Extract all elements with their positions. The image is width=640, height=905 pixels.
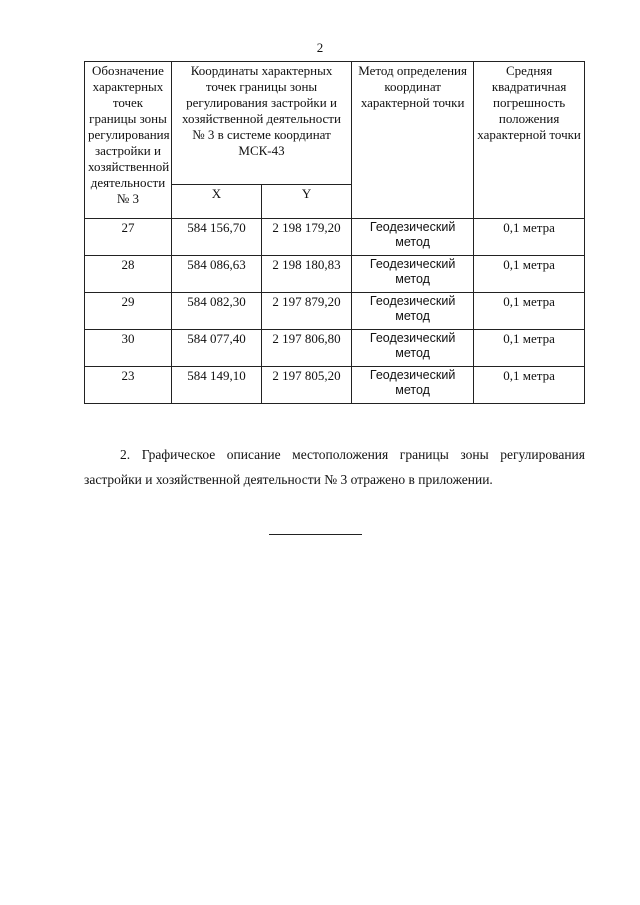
- cell-x: 584 156,70: [171, 219, 261, 256]
- header-y: Y: [262, 185, 352, 219]
- cell-y: 2 198 179,20: [262, 219, 352, 256]
- cell-x: 584 077,40: [171, 330, 261, 367]
- table-row: [85, 330, 585, 367]
- header-coordinates: Координаты характерных точек границы зоны регулирования застройки и хозяйственной деятельности № 3 в системе координат МСК-43: [171, 62, 351, 185]
- cell-x: 584 086,63: [171, 256, 261, 293]
- table-row: [85, 219, 585, 256]
- cell-method: Геодезический метод: [352, 219, 474, 256]
- cell-method: Геодезический метод: [352, 330, 474, 367]
- header-method: Метод определения координат характерной точки: [352, 62, 474, 219]
- cell-x: 584 149,10: [171, 367, 261, 404]
- coordinates-table: [84, 61, 585, 404]
- table-row: [85, 293, 585, 330]
- end-divider: [269, 534, 362, 535]
- cell-x: 584 082,30: [171, 293, 261, 330]
- table-row: [85, 367, 585, 404]
- cell-error: 0,1 метра: [474, 256, 585, 293]
- page-number: 2: [316, 40, 324, 55]
- cell-y: 2 198 180,83: [262, 256, 352, 293]
- header-error: Средняя квадратичная погрешность положения характерной точки: [474, 62, 585, 219]
- cell-y: 2 197 806,80: [262, 330, 352, 367]
- cell-y: 2 197 879,20: [262, 293, 352, 330]
- cell-error: 0,1 метра: [474, 219, 585, 256]
- cell-point: 29: [85, 293, 172, 330]
- header-designation: Обозначение характерных точек границы зоны регулирования застройки и хозяйственной деятельности № 3: [85, 62, 172, 219]
- header-x: X: [171, 185, 261, 219]
- cell-method: Геодезический метод: [352, 293, 474, 330]
- cell-error: 0,1 метра: [474, 330, 585, 367]
- body-paragraph: 2. Графическое описание местоположения границы зоны регулирования застройки и хозяйственной деятельности № 3 отражено в приложении.: [84, 446, 585, 487]
- cell-point: 28: [85, 256, 172, 293]
- cell-point: 23: [85, 367, 172, 404]
- cell-point: 30: [85, 330, 172, 367]
- cell-y: 2 197 805,20: [262, 367, 352, 404]
- cell-error: 0,1 метра: [474, 367, 585, 404]
- cell-method: Геодезический метод: [352, 256, 474, 293]
- cell-method: Геодезический метод: [352, 367, 474, 404]
- cell-point: 27: [85, 219, 172, 256]
- cell-error: 0,1 метра: [474, 293, 585, 330]
- table-row: [85, 256, 585, 293]
